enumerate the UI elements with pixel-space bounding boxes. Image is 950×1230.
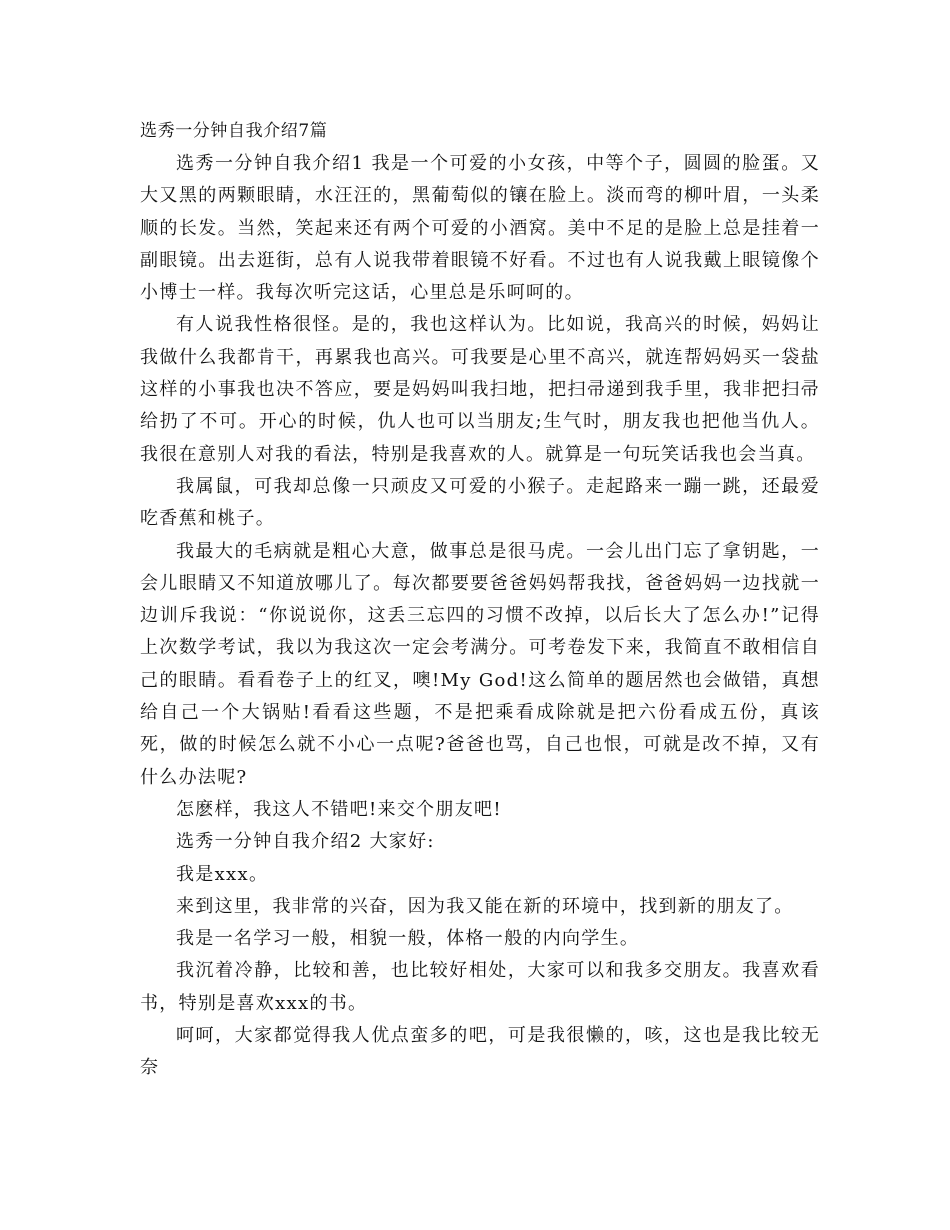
document-title: 选秀一分钟自我介绍7篇 bbox=[140, 121, 328, 141]
paragraph-8: 来到这里，我非常的兴奋，因为我又能在新的环境中，找到新的朋友了。 bbox=[176, 895, 794, 917]
paragraph-6: 选秀一分钟自我介绍2 大家好: bbox=[176, 831, 435, 853]
paragraph-5: 怎麽样，我这人不错吧!来交个朋友吧! bbox=[176, 798, 502, 820]
document-body bbox=[140, 114, 820, 1085]
paragraph-4: 我最大的毛病就是粗心大意，做事总是很马虎。一会儿出门忘了拿钥匙，一会儿眼睛又不知道放哪儿了。每次都要要爸爸妈妈帮我找，爸爸妈妈一边找就一边训斥我说：“你说说你，这丢三忘四的习惯不改掉，以后长大了怎么办!”记得上次数学考试，我以为我这次一定会考满分。可考卷发下来，我简直不敢相信自己的眼睛。看看卷子上的红叉，噢!My God!这么简单的题居然也会做错，真想给自己一个大锅贴!看看这些题，不是把乘看成除就是把六份看成五份，真该死，做的时候怎么就不小心一点呢?爸爸也骂，自己也恨，可就是改不掉，又有什么办法呢? bbox=[140, 540, 820, 788]
paragraph-9: 我是一名学习一般，相貌一般，体格一般的内向学生。 bbox=[176, 928, 640, 950]
paragraph-11: 呵呵，大家都觉得我人优点蛮多的吧，可是我很懒的，咳，这也是我比较无奈 bbox=[140, 1025, 820, 1079]
paragraph-3: 我属鼠，可我却总像一只顽皮又可爱的小猴子。走起路来一蹦一跳，还最爱吃香蕉和桃子。 bbox=[140, 475, 820, 530]
paragraph-1: 选秀一分钟自我介绍1 我是一个可爱的小女孩，中等个子，圆圆的脸蛋。又大又黑的两颗眼睛，水汪汪的，黑葡萄似的镶在脸上。淡而弯的柳叶眉，一头柔顺的长发。当然，笑起来还有两个可爱的小酒窝。美中不足的是脸上总是挂着一副眼镜。出去逛街，总有人说我带着眼镜不好看。不过也有人说我戴上眼镜像个小博士一样。我每次听完这话，心里总是乐呵呵的。 bbox=[140, 153, 820, 304]
paragraph-10: 我沉着冷静，比较和善，也比较好相处，大家可以和我多交朋友。我喜欢看书，特别是喜欢xxx的书。 bbox=[140, 960, 820, 1014]
paragraph-7: 我是xxx。 bbox=[176, 863, 269, 885]
paragraph-2: 有人说我性格很怪。是的，我也这样认为。比如说，我高兴的时候，妈妈让我做什么我都肯干，再累我也高兴。可我要是心里不高兴，就连帮妈妈买一袋盐这样的小事我也决不答应，要是妈妈叫我扫地，把扫帚递到我手里，我非把扫帚给扔了不可。开心的时候，仇人也可以当朋友;生气时，朋友我也把他当仇人。我很在意别人对我的看法，特别是我喜欢的人。就算是一句玩笑话我也会当真。 bbox=[140, 314, 820, 465]
